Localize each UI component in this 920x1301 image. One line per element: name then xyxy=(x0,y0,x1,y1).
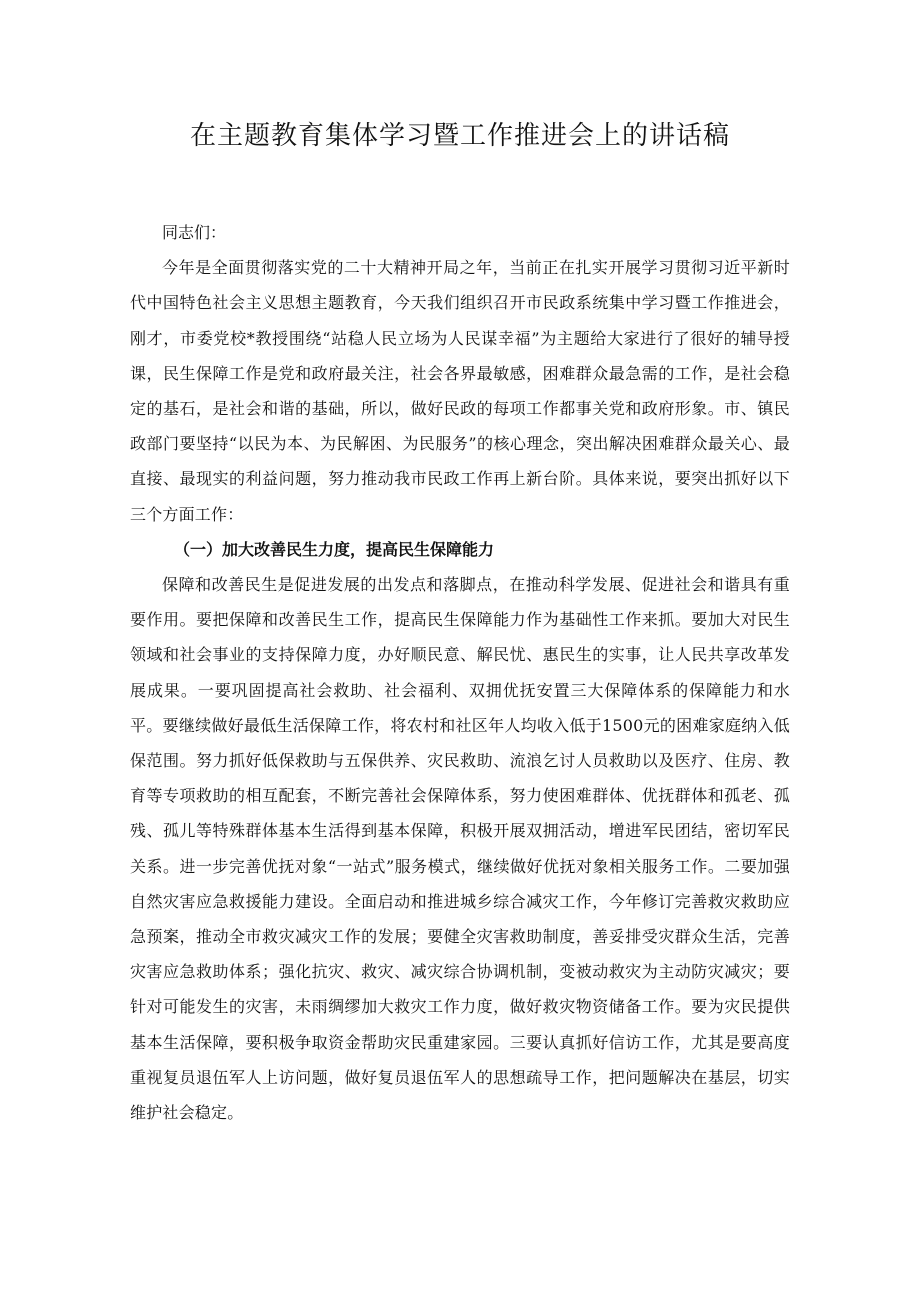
document-title: 在主题教育集体学习暨工作推进会上的讲话稿 xyxy=(189,121,730,151)
document-body xyxy=(130,215,790,1130)
section-heading: （一）加大改善民生力度，提高民生保障能力 xyxy=(174,539,495,559)
intro-paragraph: 今年是全面贯彻落实党的二十大精神开局之年，当前正在扎实开展学习贯彻习近平新时代中国特色社会主义思想主题教育，今天我们组织召开市民政系统集中学习暨工作推进会，刚才，市委党校*教授围绕“站稳人民立场为人民谋幸福”为主题给大家进行了很好的辅导授课，民生保障工作是党和政府最关注，社会各界最敏感，困难群众最急需的工作，是社会稳定的基石，是社会和谐的基础，所以，做好民政的每项工作都事关党和政府形象。市、镇民政部门要坚持“以民为本、为民解困、为民服务”的核心理念，突出解决困难群众最关心、最直接、最现实的利益问题，努力推动我市民政工作再上新台阶。具体来说，要突出抓好以下三个方面工作： xyxy=(130,258,790,524)
salutation: 同志们： xyxy=(162,223,227,242)
section-paragraph: 保障和改善民生是促进发展的出发点和落脚点，在推动科学发展、促进社会和谐具有重要作用。要把保障和改善民生工作，提高民生保障能力作为基础性工作来抓。要加大对民生领域和社会事业的支持保障力度，办好顺民意、解民忧、惠民生的实事，让人民共享改革发展成果。一要巩固提高社会救助、社会福利、双拥优抚安置三大保障体系的保障能力和水平。要继续做好最低生活保障工作，将农村和社区年人均收入低于1500元的困难家庭纳入低保范围。努力抓好低保救助与五保供养、灾民救助、流浪乞讨人员救助以及医疗、住房、教育等专项救助的相互配套，不断完善社会保障体系，努力使困难群体、优抚群体和孤老、孤残、孤儿等特殊群体基本生活得到基本保障，积极开展双拥活动，增进军民团结，密切军民关系。进一步完善优抚对象“一站式”服务模式，继续做好优抚对象相关服务工作。二要加强自然灾害应急救援能力建设。全面启动和推进城乡综合减灾工作，今年修订完善救灾救助应急预案，推动全市救灾减灾工作的发展；要健全灾害救助制度，善妥排受灾群众生活，完善灾害应急救助体系；强化抗灾、救灾、减灾综合协调机制，变被动救灾为主动防灾减灾；要针对可能发生的灾害，未雨绸缪加大救灾工作力度，做好救灾物资储备工作。要为灾民提供基本生活保障，要积极争取资金帮助灾民重建家园。三要认真抓好信访工作，尤其是要高度重视复员退伍军人上访问题，做好复员退伍军人的思想疏导工作，把问题解决在基层，切实维护社会稳定。 xyxy=(130,575,790,1123)
